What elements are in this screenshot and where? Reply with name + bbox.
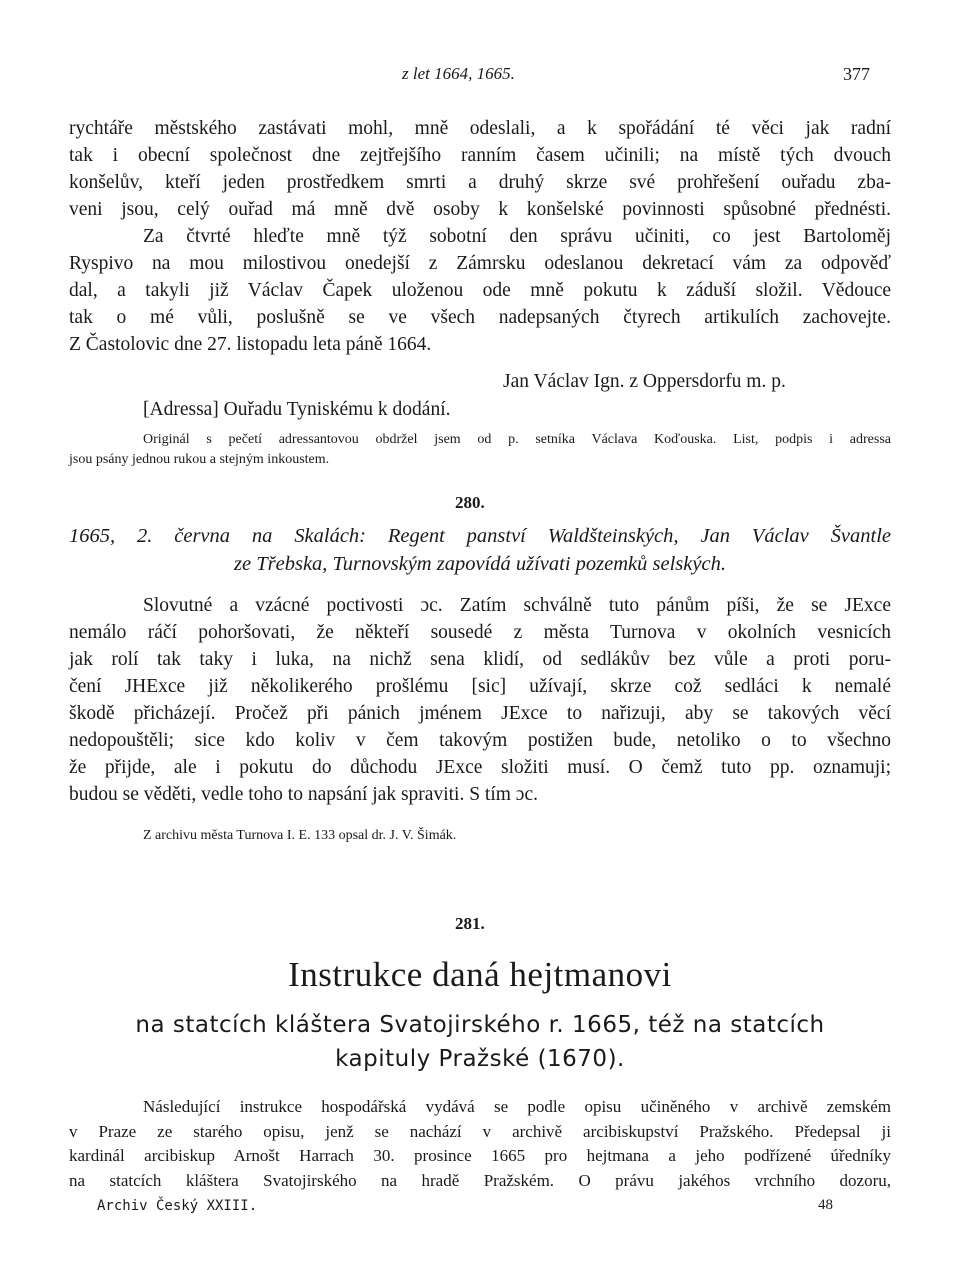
text-line: Ryspivo na mou milostivou onedejší z Zámrsku odeslanou dekretací vám za odpověď: [69, 253, 891, 274]
text-line: že přijde, ale i pokutu do důchodu JExce složiti musí. O čemž tuto pp. oznamuji;: [69, 757, 891, 778]
subtitle-line: kapituly Pražské (1670).: [335, 1046, 625, 1072]
text-line: Za čtvrté hleďte mně týž sobotní den správu učiniti, co jest Bartoloměj: [143, 226, 891, 247]
doc-heading-280: [69, 522, 891, 578]
heading-line: 1665, 2. června na Skalách: Regent panství Waldšteinských, Jan Václav Švantle: [69, 525, 891, 547]
text-line: Slovutné a vzácné poctivosti ɔc. Zatím schválně tuto pánům píši, že se JExce: [143, 595, 891, 616]
text-line: nedopouštěli; sice kdo koliv v čem takovým postižen bude, netoliko o to všechno: [69, 730, 891, 751]
text-line: škodě přicházejí. Pročež při pánich jménem JExce to nařizuji, aby se takových věcí: [69, 703, 891, 724]
text-line: nemálo ráčí pohoršovati, že někteří sousedé z města Turnova v okolních vesnicích: [69, 622, 891, 643]
heading-line: ze Třebska, Turnovským zapovídá užívati pozemků selských.: [234, 553, 726, 575]
doc-number-280: 280.: [455, 493, 485, 512]
text-line: rychtáře městského zastávati mohl, mně odeslali, a k spořádání té věci jak radní: [69, 118, 891, 139]
note-line: Originál s pečetí adressantovou obdržel jsem od p. setníka Václava Koďouska. List, podpis i adressa: [143, 432, 891, 447]
text-line: Z Častolovic dne 27. listopadu leta páně 1664.: [69, 334, 432, 355]
intro-line: kardinál arcibiskup Arnošt Harrach 30. prosince 1665 pro hejtmana a jeho podřízené úředníky: [69, 1146, 891, 1165]
intro-line: v Praze ze starého opisu, jenž se nachází v archivě arcibiskupství Pražského. Předepsal ji: [69, 1121, 891, 1141]
page-number: 377: [843, 64, 870, 84]
doc-subtitle-281: [60, 1008, 900, 1076]
text-line: veni jsou, celý ouřad má mně dvě osoby k konšelské povinnosti spůsobné přednésti.: [69, 199, 891, 220]
editorial-note: [69, 430, 891, 470]
subtitle-line: na statcích kláštera Svatojirského r. 1665, též na statcích: [135, 1012, 825, 1038]
intro-line: na statcích kláštera Svatojirského na hradě Pražském. O právu jakéhos vrchního dozoru,: [69, 1170, 891, 1190]
footer-volume: Archiv Český XXIII.: [97, 1198, 258, 1214]
letter-body: [69, 115, 891, 358]
running-title: z let 1664, 1665.: [402, 64, 515, 83]
signature: Jan Václav Ign. z Oppersdorfu m. p.: [503, 371, 786, 392]
text-line: tak i obecní společnost dne zejtřejšího ranním časem učinili; na místě tých dvouch: [69, 145, 891, 166]
intro-line: Následující instrukce hospodářská vydává se podle opisu učiněného v archivě zemském: [143, 1097, 891, 1116]
text-line: čení JHExce již několikerého prošlému [sic] užívají, skrze což sedláci k nemalé: [69, 676, 891, 697]
doc-body-280: [69, 592, 891, 808]
doc-title-281: Instrukce daná hejtmanovi: [288, 955, 672, 994]
text-line: tak o mé vůli, poslušně se ve všech nadepsaných čtyrech artikulích zachovejte.: [69, 307, 891, 328]
text-line: budou se věděti, vedle toho to napsání jak spraviti. S tím ɔc.: [69, 784, 538, 805]
text-line: jak rolí tak taky i luka, na nichž sena klidí, od sedlákův bez vůle a proti poru-: [69, 649, 891, 670]
intro-281: [69, 1095, 891, 1193]
footer-signature-mark: 48: [818, 1197, 833, 1213]
text-line: konšelův, kteří jeden prostředkem smrti a druhý skrze své prohřešení ouřadu zba-: [69, 172, 891, 193]
address: [Adressa] Ouřadu Tyniskému k dodání.: [143, 399, 451, 420]
source-note-280: Z archivu města Turnova I. E. 133 opsal dr. J. V. Šimák.: [143, 828, 457, 843]
text-line: dal, a takyli již Václav Čapek uloženou ode mně pokutu k záduší složil. Vědouce: [69, 280, 891, 301]
doc-number-281: 281.: [455, 914, 485, 933]
note-line: jsou psány jednou rukou a stejným inkoustem.: [69, 452, 330, 467]
